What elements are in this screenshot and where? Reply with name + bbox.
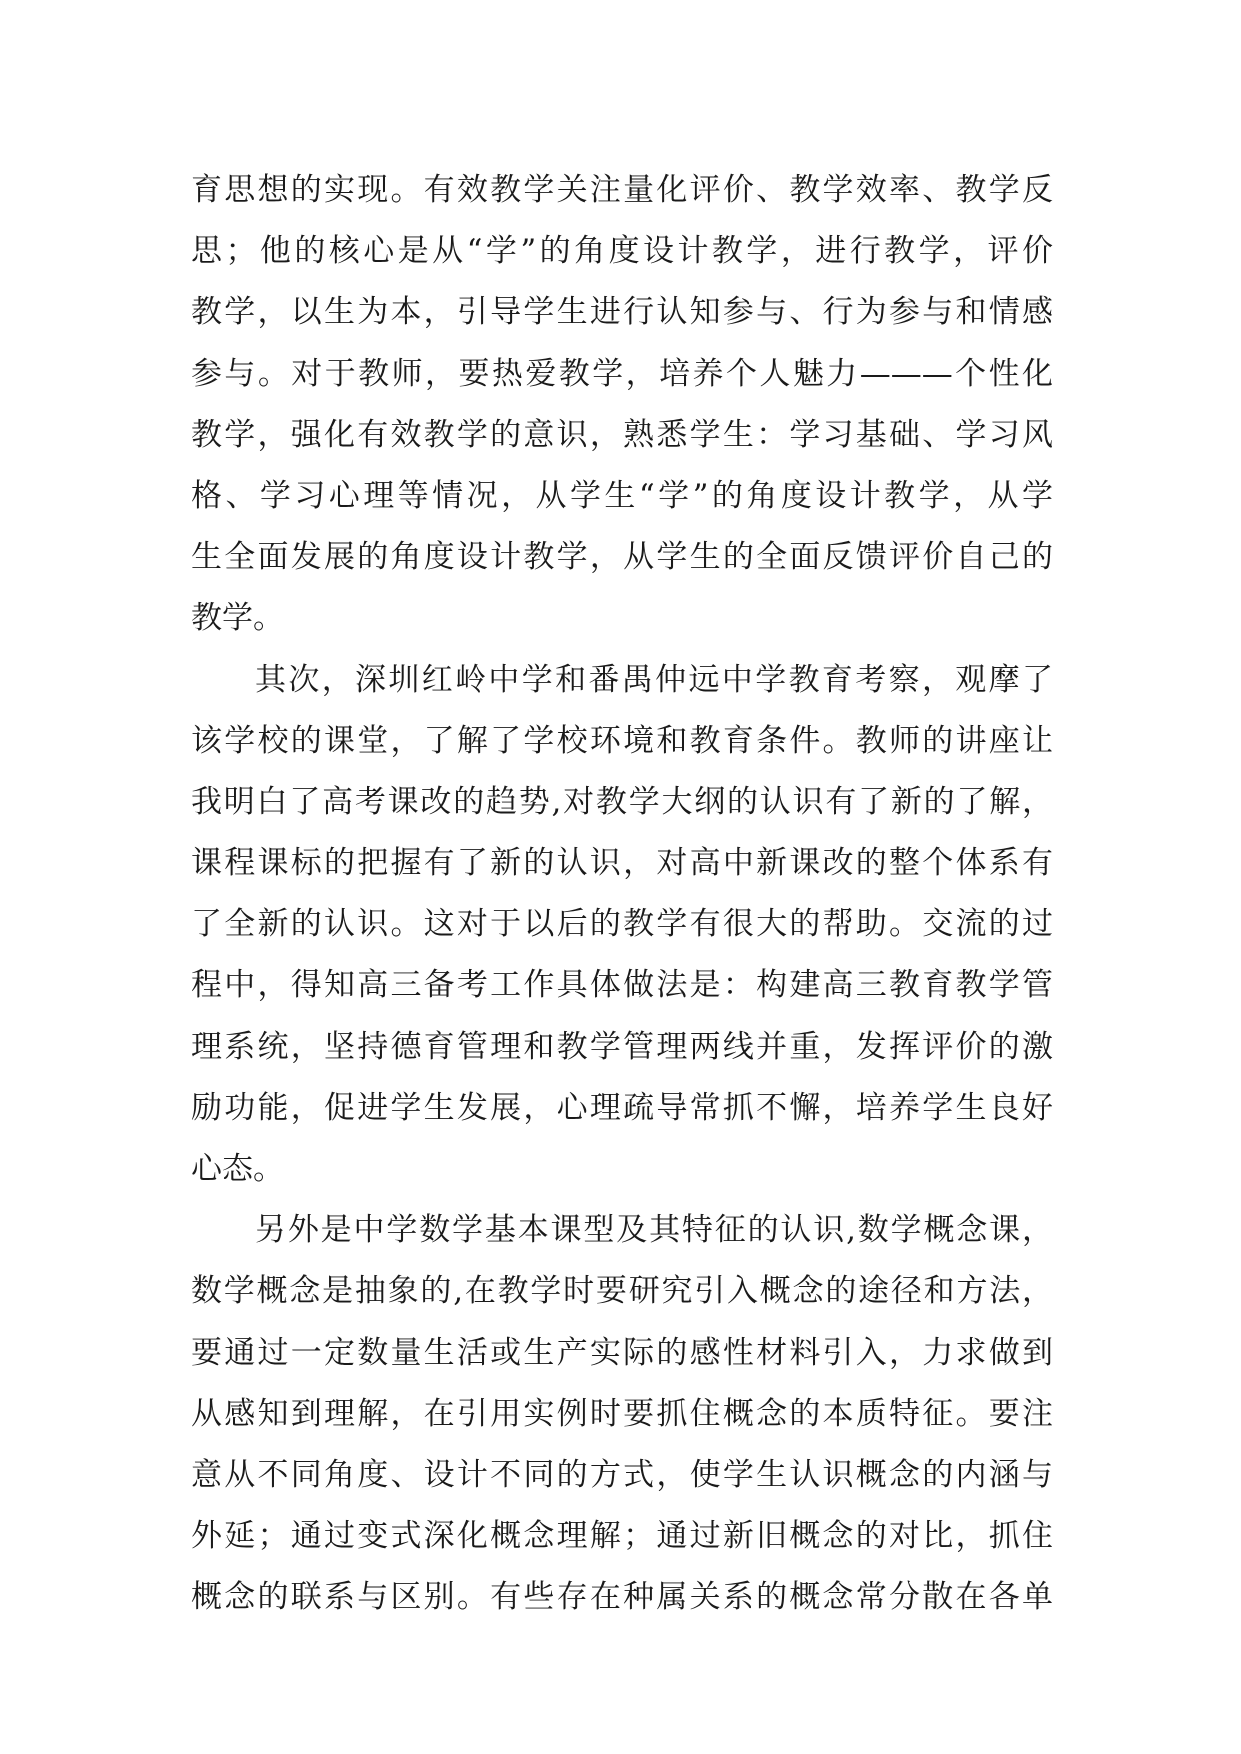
text-line: 数学概念是抽象的,在教学时要研究引入概念的途径和方法，: [191, 1273, 1053, 1310]
text-line: 要通过一定数量生活或生产实际的感性材料引入，力求做到: [191, 1334, 1053, 1371]
text-line: 概念的联系与区别。有些存在种属关系的概念常分散在各单: [191, 1579, 1053, 1616]
text-line: 另外是中学数学基本课型及其特征的认识,数学概念课，: [255, 1212, 1053, 1249]
text-line: 励功能，促进学生发展，心理疏导常抓不懈，培养学生良好: [191, 1089, 1053, 1126]
text-line: 我明白了高考课改的趋势,对教学大纲的认识有了新的了解，: [191, 783, 1053, 820]
text-line: 课程课标的把握有了新的认识，对高中新课改的整个体系有: [191, 845, 1053, 882]
text-line: 程中，得知高三备考工作具体做法是：构建高三教育教学管: [191, 967, 1053, 1004]
text-line: 教学，强化有效教学的意识，熟悉学生：学习基础、学习风: [191, 416, 1053, 453]
text-line: 心态。: [191, 1151, 284, 1187]
text-line: 该学校的课堂，了解了学校环境和教育条件。教师的讲座让: [191, 722, 1053, 759]
text-line: 从感知到理解，在引用实例时要抓住概念的本质特征。要注: [191, 1395, 1053, 1432]
text-line: 教学。: [191, 600, 284, 637]
text-line: 了全新的认识。这对于以后的教学有很大的帮助。交流的过: [191, 906, 1053, 943]
body-text: [191, 160, 1053, 1629]
text-line: 思；他的核心是从“学”的角度设计教学，进行教学，评价: [191, 233, 1053, 270]
text-line: 参与。对于教师，要热爱教学，培养个人魅力———个性化: [191, 355, 1053, 392]
text-line: 理系统，坚持德育管理和教学管理两线并重，发挥评价的激: [191, 1028, 1053, 1065]
text-line: 格、学习心理等情况，从学生“学”的角度设计教学，从学: [191, 477, 1053, 514]
text-line: 其次，深圳红岭中学和番禺仲远中学教育考察，观摩了: [255, 661, 1053, 698]
text-line: 教学，以生为本，引导学生进行认知参与、行为参与和情感: [191, 294, 1053, 331]
text-line: 生全面发展的角度设计教学，从学生的全面反馈评价自己的: [191, 539, 1053, 576]
text-line: 外延；通过变式深化概念理解；通过新旧概念的对比，抓住: [191, 1518, 1053, 1555]
text-line: 意从不同角度、设计不同的方式，使学生认识概念的内涵与: [191, 1456, 1053, 1493]
text-line: 育思想的实现。有效教学关注量化评价、教学效率、教学反: [191, 172, 1053, 208]
